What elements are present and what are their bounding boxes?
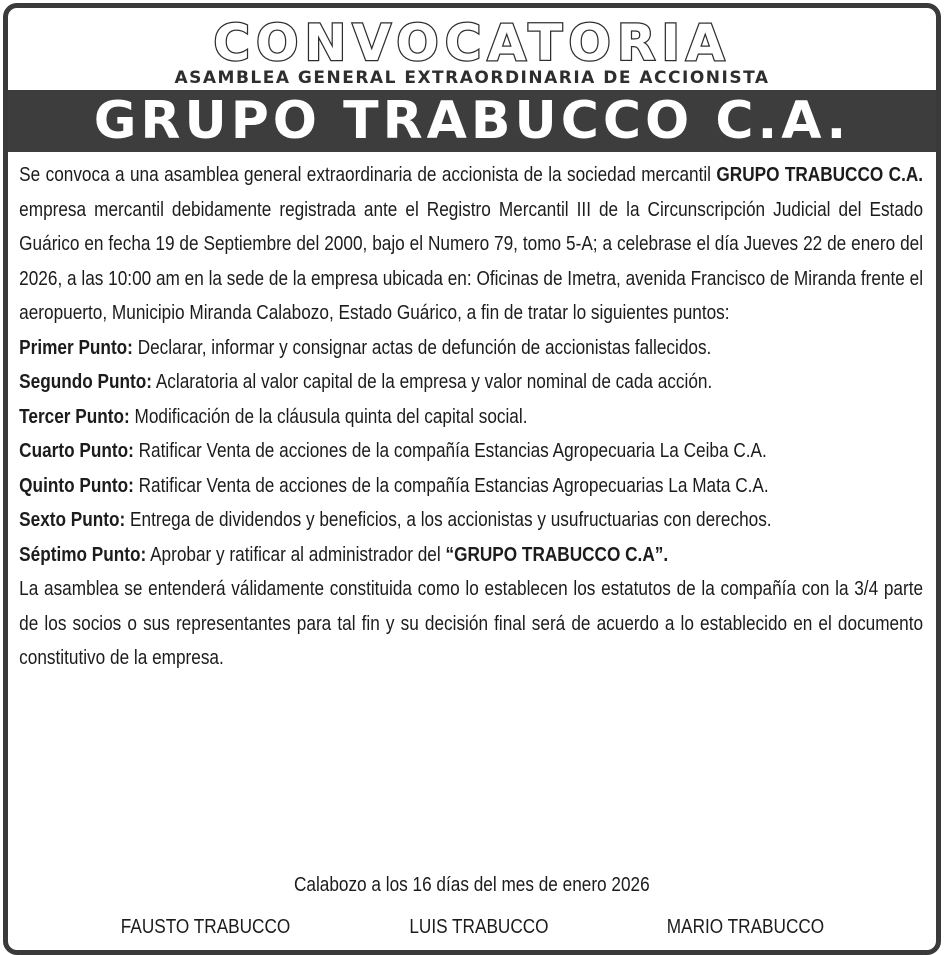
intro-text-2: empresa mercantil debidamente registrada ante el Registro Mercantil III de la Circunscripción Judicial del Estado Guárico en fecha 19 de Septiembre del 2000, bajo el Numero 79, tomo 5-A; a celebrase el día Jueves 22 de enero del 2026, a las 10:00 am en la sede de la empresa ubicada en: Oficinas de Imetra, avenida Francisco de Miranda frente el aeropuerto, Municipio Miranda Calabozo, Estado Guárico, a fin de tratar lo siguientes puntos: — [19, 198, 924, 324]
agenda-list — [19, 331, 923, 573]
intro-company: GRUPO TRABUCCO C.A. — [716, 164, 924, 186]
place-date-line — [8, 874, 936, 897]
agenda-item-label: Quinto Punto: — [19, 474, 134, 497]
agenda-item-label: Segundo Punto: — [19, 371, 152, 393]
intro-text-1: Se convoca a una asamblea general extraordinaria de accionista de la sociedad mercantil — [19, 164, 717, 186]
closing-paragraph: La asamblea se entenderá válidamente constituida como lo establecen los estatutos de la compañía con la 3/4 parte de los socios o sus representantes para tal fin y su decisión final será de acuerdo a lo establecido en el documento constitutivo de la empresa. — [19, 578, 924, 669]
notice-frame — [3, 3, 941, 955]
agenda-item — [19, 331, 923, 366]
signer-name: MARIO TRABUCCO — [666, 916, 824, 938]
agenda-item-text: Declarar, informar y consignar actas de defunción de accionistas fallecidos. — [132, 336, 712, 359]
notice-title: CONVOCATORIA — [213, 14, 731, 72]
notice-header — [8, 8, 936, 90]
company-banner: GRUPO TRABUCCO C.A. — [8, 90, 936, 152]
agenda-item-label: Tercer Punto: — [19, 405, 130, 428]
agenda-item-label: Sexto Punto: — [19, 509, 126, 531]
agenda-item-label: Primer Punto: — [19, 336, 133, 359]
agenda-item-tail: . — [663, 543, 669, 566]
intro-paragraph — [19, 158, 923, 331]
agenda-item-text: Modificación de la cláusula quinta del capital social. — [129, 405, 528, 428]
notice-body — [8, 152, 934, 676]
agenda-item — [19, 469, 923, 504]
notice-subtitle: ASAMBLEA GENERAL EXTRAORDINARIA DE ACCIONISTA — [174, 68, 770, 88]
signers-line — [8, 916, 936, 939]
agenda-item — [19, 503, 923, 538]
agenda-item-text: Ratificar Venta de acciones de la compañía Estancias Agropecuarias La Mata C.A. — [133, 474, 769, 497]
agenda-item-label: Cuarto Punto: — [19, 440, 134, 462]
agenda-item — [19, 434, 923, 469]
signer-name: FAUSTO TRABUCCO — [121, 916, 291, 938]
agenda-item-label: Séptimo Punto: — [19, 543, 147, 566]
signer-name: LUIS TRABUCCO — [409, 916, 549, 938]
agenda-item — [19, 400, 923, 435]
agenda-item-text: Entrega de dividendos y beneficios, a los accionistas y usufructuarias con derechos. — [125, 509, 772, 531]
agenda-item-text: Aclaratoria al valor capital de la empresa y valor nominal de cada acción. — [151, 371, 713, 393]
place-date: Calabozo a los 16 días del mes de enero 2026 — [294, 874, 650, 896]
agenda-item — [19, 365, 923, 400]
agenda-item-text: Aprobar y ratificar al administrador del — [146, 543, 446, 566]
agenda-item-text: Ratificar Venta de acciones de la compañía Estancias Agropecuaria La Ceiba C.A. — [133, 440, 767, 462]
agenda-item — [19, 538, 923, 573]
agenda-item-company: “GRUPO TRABUCCO C.A” — [445, 543, 664, 566]
